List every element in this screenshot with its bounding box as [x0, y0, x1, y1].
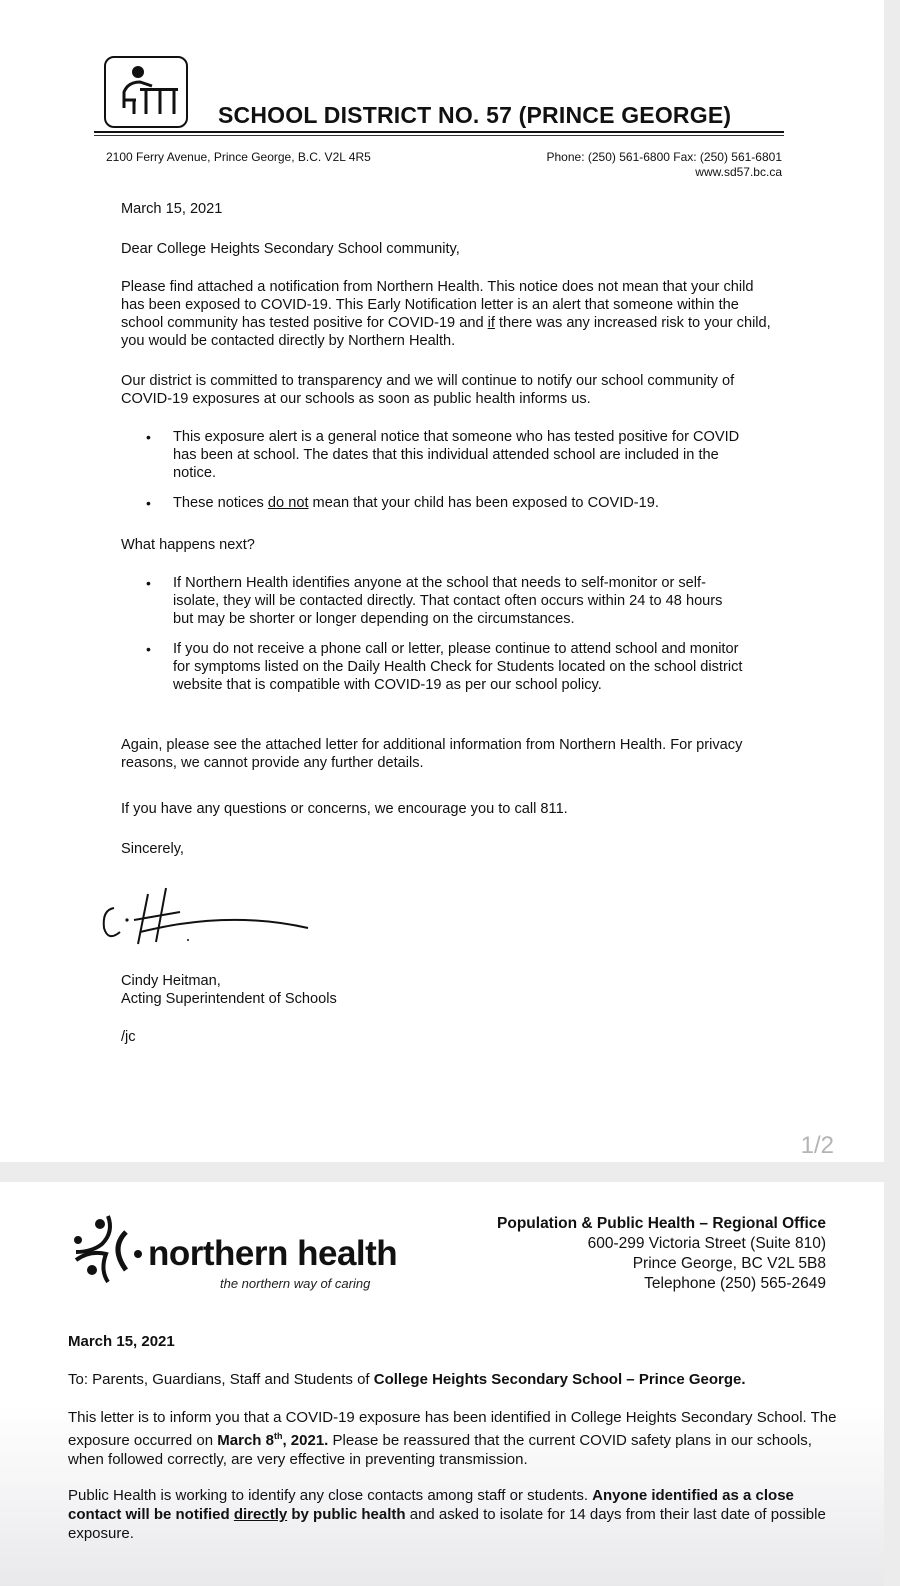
list-item	[146, 640, 746, 714]
office-name: Population & Public Health – Regional Office	[497, 1215, 826, 1232]
signature-image	[96, 880, 316, 955]
regional-office-block	[497, 1214, 826, 1294]
salutation: Dear College Heights Secondary School community,	[121, 241, 460, 257]
letter-date: March 15, 2021	[68, 1333, 175, 1350]
bullet-text: This exposure alert is a general notice that someone who has tested positive for COVID has been at school. The dates that this individual attended school are included in the notice.	[173, 429, 740, 481]
section-heading-what-next: What happens next?	[121, 537, 255, 553]
bullet-text: If Northern Health identifies anyone at the school that needs to self-monitor or self-isolate, they will be contacted directly. That contact often occurs within 24 to 48 hours but may be shorter or longer depending on the circumstances.	[173, 575, 723, 627]
exposure-text-a: This letter is to inform you that a COVID-19 exposure has been identified in College Heights Secondary School. The exposure occurred on	[68, 1409, 837, 1449]
page-indicator: 1/2	[800, 1132, 834, 1159]
bullet-icon: •	[146, 575, 151, 591]
office-telephone: Telephone (250) 565-2649	[644, 1275, 826, 1292]
exposure-text-b: Please be reassured that the current COVID safety plans in our schools, when followed correctly, are very effective in preventing transmission.	[68, 1432, 812, 1468]
paragraph-notification	[121, 278, 771, 350]
recipients-line	[68, 1370, 848, 1389]
bullet2-text-b: mean that your child has been exposed to COVID-19.	[308, 495, 659, 511]
bullet-icon: •	[146, 429, 151, 445]
paragraph-attached-letter: Again, please see the attached letter for additional information from Northern Health. For privacy reasons, we cannot provide any further details.	[121, 737, 743, 771]
list-item	[146, 494, 746, 514]
closing: Sincerely,	[121, 841, 184, 857]
northern-health-emblem-icon	[70, 1210, 146, 1288]
paragraph-exposure	[68, 1408, 848, 1469]
office-city: Prince George, BC V2L 5B8	[632, 1255, 826, 1272]
bullet2-text-a: These notices	[173, 495, 268, 511]
letterhead-rule-thin	[94, 135, 784, 136]
bullet2-underlined: do not	[267, 495, 309, 511]
bullet-text	[173, 494, 743, 512]
paragraph-questions: If you have any questions or concerns, we encourage you to call 811.	[121, 801, 568, 817]
para1-underlined: if	[487, 315, 495, 331]
list-item	[146, 574, 746, 630]
recipients-school: College Heights Secondary School – Prince George.	[373, 1371, 746, 1388]
district-contact	[547, 150, 783, 180]
bullet-icon: •	[146, 495, 151, 511]
exposure-date: March 8	[217, 1432, 274, 1449]
school-district-logo	[104, 56, 188, 128]
letterhead-rule	[94, 131, 784, 133]
letter-date: March 15, 2021	[121, 201, 223, 217]
exposure-date-suffix: th	[273, 1431, 283, 1441]
northern-health-name: northern health	[148, 1234, 398, 1273]
signer-block	[121, 972, 771, 1008]
list-item	[146, 428, 746, 484]
signer-title: Acting Superintendent of Schools	[121, 991, 337, 1007]
typist-initials: /jc	[121, 1029, 136, 1045]
office-street: 600-299 Victoria Street (Suite 810)	[587, 1235, 826, 1252]
para1-text-a: Please find attached a notification from Northern Health. This notice does not mean that your child has been exposed to COVID-19. This Early Notification letter is an alert that someone within the school community has tested positive for COVID-19 and	[121, 279, 754, 331]
district-address: 2100 Ferry Avenue, Prince George, B.C. V2L 4R5	[106, 150, 371, 164]
northern-health-logo	[70, 1210, 146, 1293]
bullet-icon: •	[146, 641, 151, 657]
recipients-prefix: To: Parents, Guardians, Staff and Students of	[68, 1371, 374, 1388]
letter-page-2	[0, 1182, 884, 1586]
para1-text-b: there was any increased risk to your child, you would be contacted directly by Northern Health.	[121, 315, 771, 349]
paragraph-close-contacts	[68, 1486, 848, 1543]
district-phone-fax: Phone: (250) 561-6800 Fax: (250) 561-6801	[546, 150, 782, 164]
letterhead-title: SCHOOL DISTRICT NO. 57 (PRINCE GEORGE)	[218, 102, 732, 128]
contacts-bold-a: Anyone identified as a close contact will be notified	[68, 1487, 794, 1523]
bullet-text: If you do not receive a phone call or letter, please continue to attend school and monitor for symptoms listed on the Daily Health Check for Students located on the school district website that is compatible with COVID-19 as per our school policy.	[173, 641, 743, 693]
contacts-text-a: Public Health is working to identify any close contacts among staff or students.	[68, 1487, 593, 1504]
contacts-underlined: directly	[233, 1506, 288, 1523]
exposure-year: , 2021.	[282, 1432, 329, 1449]
contacts-text-b: and asked to isolate for 14 days from their last date of possible exposure.	[68, 1506, 826, 1542]
contacts-bold-b: by public health	[287, 1506, 406, 1523]
district-website: www.sd57.bc.ca	[695, 165, 782, 179]
paragraph-transparency: Our district is committed to transparency and we will continue to notify our school community of COVID-19 exposures at our schools as soon as public health informs us.	[121, 373, 735, 407]
signer-name: Cindy Heitman,	[121, 973, 221, 989]
northern-health-tagline: the northern way of caring	[220, 1276, 371, 1291]
